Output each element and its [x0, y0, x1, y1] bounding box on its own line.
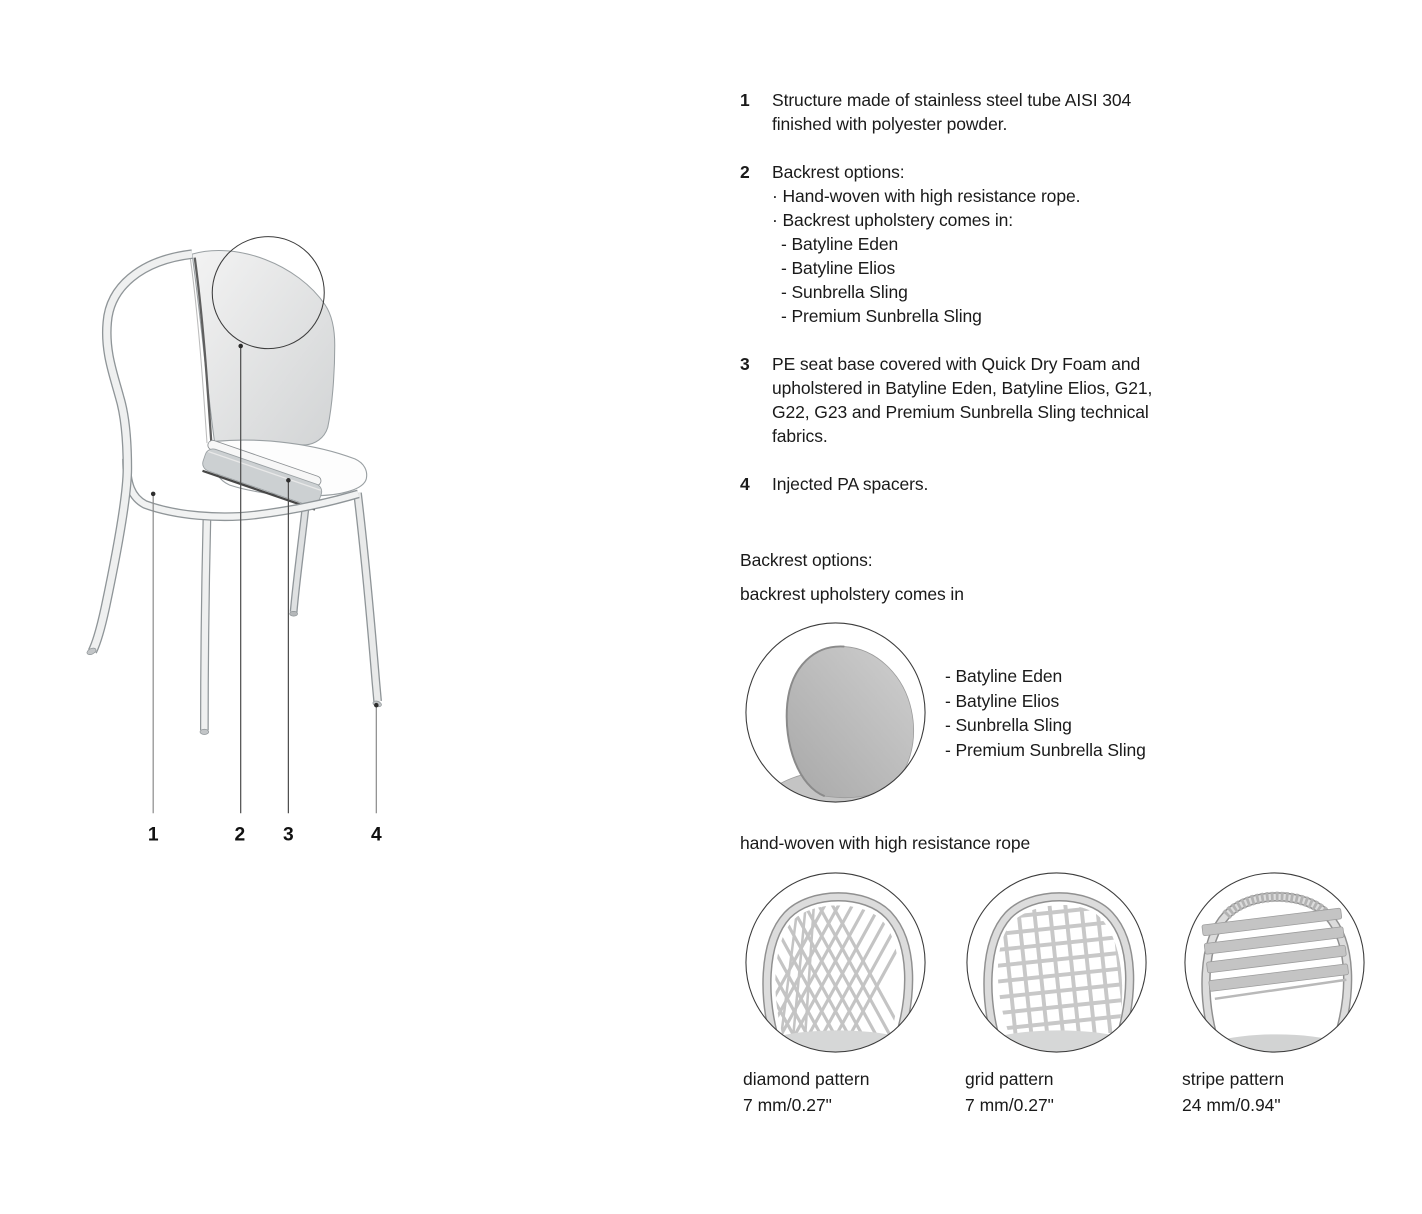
spec-text: Backrest options:	[772, 162, 905, 182]
diamond-pattern-image	[742, 869, 929, 1056]
grid-pattern-label	[965, 1066, 1054, 1118]
pattern-name: diamond pattern	[743, 1069, 870, 1089]
backrest-upholstery-subheading: backrest upholstery comes in	[740, 584, 964, 604]
spec-text: - Batyline Elios	[781, 258, 896, 278]
spec-item-number: 1	[740, 90, 750, 110]
chair-hoop-frame	[86, 254, 192, 656]
spec-text: · Backrest upholstery comes in:	[772, 210, 1014, 230]
upholstery-backrest-shape	[787, 646, 914, 797]
fabric-option: - Sunbrella Sling	[945, 715, 1072, 735]
spec-text: - Batyline Eden	[781, 234, 899, 254]
pattern-size: 7 mm/0.27"	[743, 1095, 832, 1115]
fabric-option-list	[945, 664, 1146, 762]
handwoven-heading: hand-woven with high resistance rope	[740, 833, 1031, 853]
spec-text: G22, G23 and Premium Sunbrella Sling technical	[772, 402, 1149, 422]
fabric-option: - Batyline Eden	[945, 666, 1063, 686]
spec-item-number: 3	[740, 354, 750, 374]
pattern-name: grid pattern	[965, 1069, 1054, 1089]
backrest-options-heading: Backrest options:	[740, 550, 873, 570]
spec-text: Structure made of stainless steel tube AISI 304	[772, 90, 1132, 110]
leader-dot-1	[151, 492, 156, 497]
spec-text: upholstered in Batyline Eden, Batyline Elios, G21,	[772, 378, 1153, 398]
spec-text: finished with polyester powder.	[772, 114, 1008, 134]
pattern-size: 7 mm/0.27"	[965, 1095, 1054, 1115]
pattern-seat-cushion	[1183, 1034, 1368, 1056]
callout-number-3: 3	[283, 824, 294, 846]
spec-text: · Hand-woven with high resistance rope.	[772, 186, 1081, 206]
spec-text: Injected PA spacers.	[772, 474, 929, 494]
fabric-option: - Premium Sunbrella Sling	[945, 739, 1146, 760]
grid-pattern-image	[963, 869, 1150, 1056]
stripe-pattern-label	[1182, 1066, 1284, 1118]
spec-item-1	[740, 88, 1240, 136]
stripe-pattern-image	[1181, 869, 1368, 1056]
chair-back-leg	[290, 504, 306, 616]
spec-text: fabrics.	[772, 426, 828, 446]
spec-text: PE seat base covered with Quick Dry Foam and	[772, 354, 1141, 374]
fabric-option: - Batyline Elios	[945, 690, 1060, 711]
spec-item-number: 2	[740, 162, 750, 182]
callout-number-2: 2	[234, 824, 246, 846]
spec-item-number: 4	[740, 474, 750, 494]
upholstery-detail-image	[742, 619, 929, 806]
spec-item-2	[740, 160, 1240, 328]
spec-item-3	[740, 352, 1240, 448]
pattern-name: stripe pattern	[1182, 1069, 1285, 1089]
spec-item-4	[740, 472, 1240, 496]
chair-line-drawing	[60, 180, 480, 890]
leader-dot-3	[286, 478, 291, 483]
pattern-size: 24 mm/0.94"	[1182, 1095, 1281, 1115]
spec-list	[740, 88, 1240, 520]
chair-right-leg	[358, 493, 383, 708]
callout-number-1: 1	[147, 824, 159, 846]
leader-dot-2	[238, 344, 243, 349]
callout-number-4: 4	[370, 824, 382, 846]
diamond-pattern-label	[743, 1066, 869, 1118]
spec-text: - Sunbrella Sling	[781, 282, 908, 302]
spec-text: - Premium Sunbrella Sling	[781, 306, 982, 326]
chair-front-leg	[200, 515, 209, 735]
leader-dot-4	[374, 703, 379, 708]
